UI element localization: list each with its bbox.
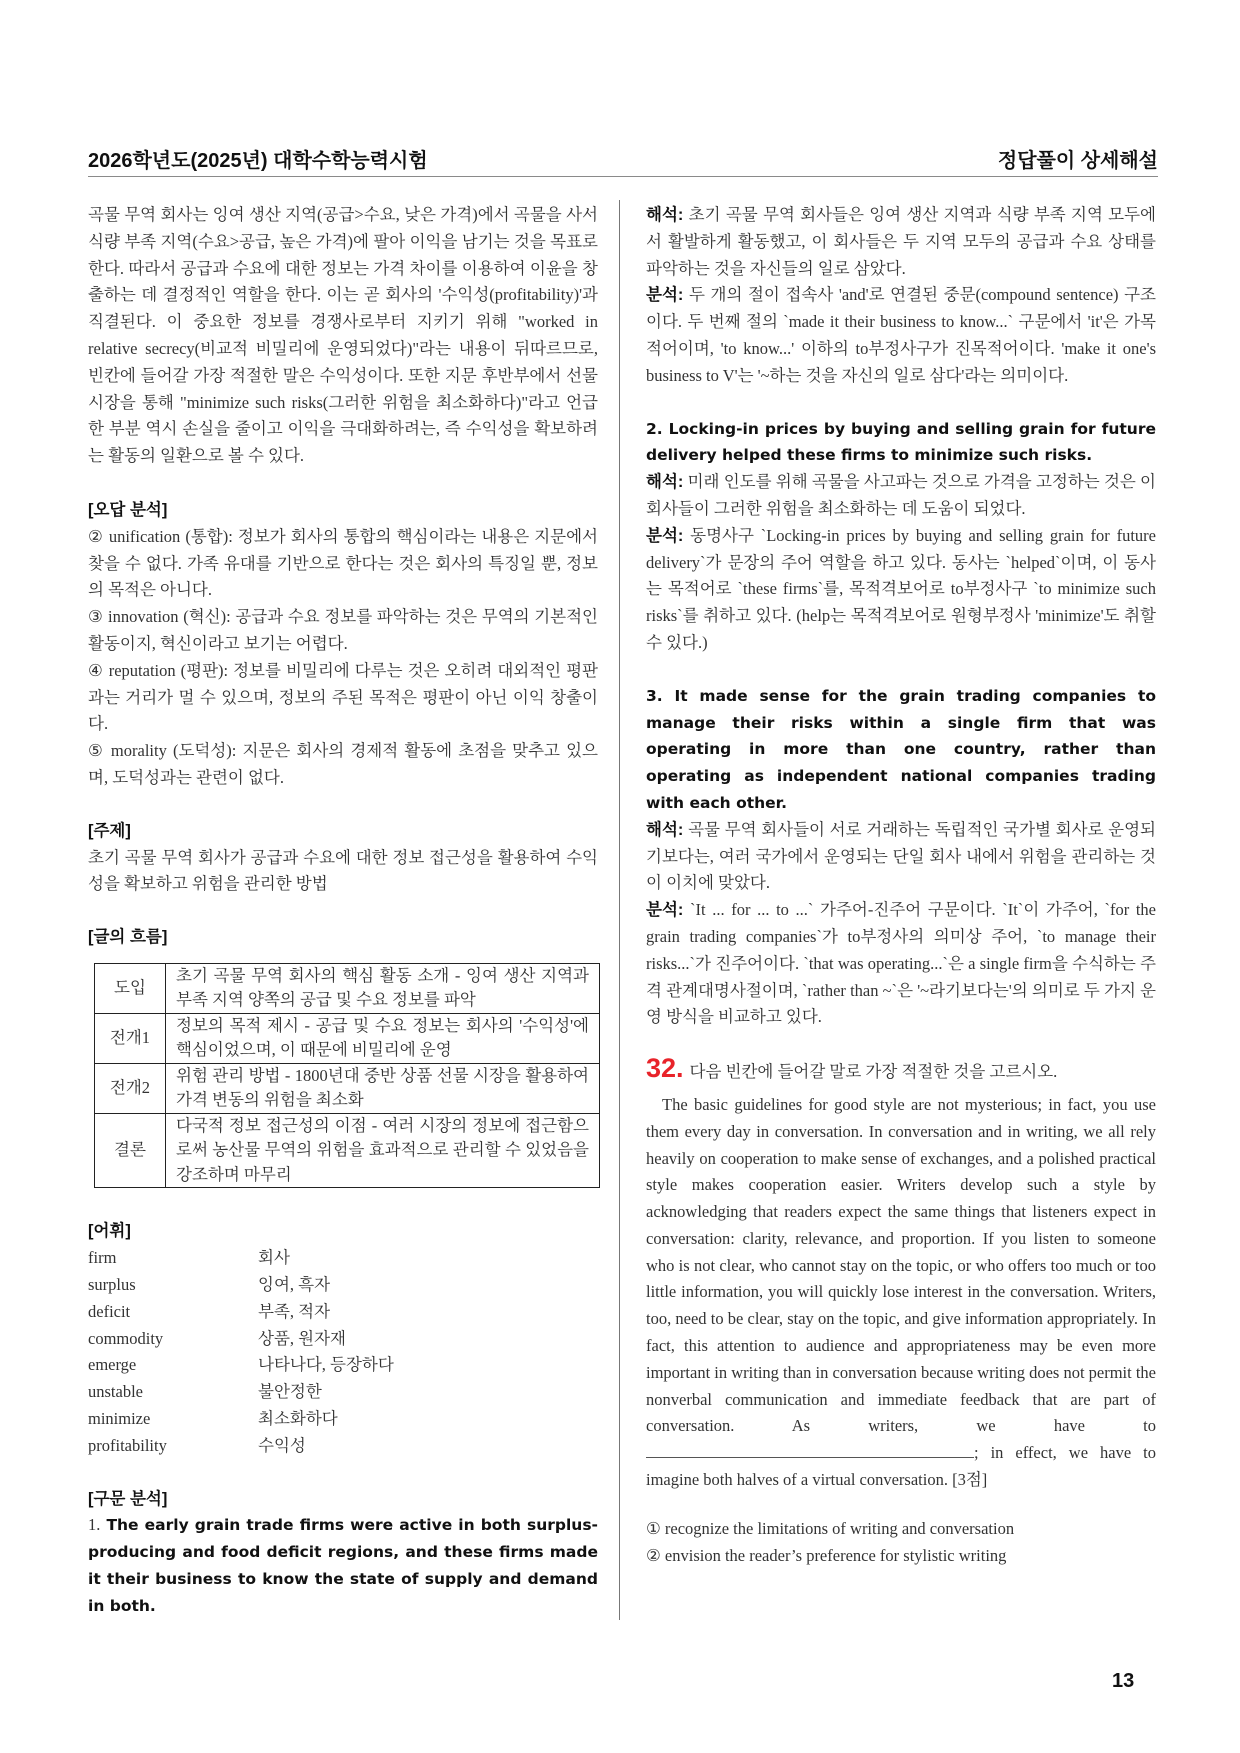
table-row: [95, 1113, 600, 1188]
wrong-analysis-item: ⑤ morality (도덕성): 지문은 회사의 경제적 활동에 초점을 맞추고 있으며, 도덕성과는 관련이 없다.: [88, 741, 598, 787]
flow-desc: 위험 관리 방법 - 1800년대 중반 상품 선물 시장을 활용하여 가격 변동의 위험을 최소화: [166, 1063, 600, 1113]
vocab-word: emerge: [88, 1355, 137, 1375]
flow-stage: 도입: [95, 963, 166, 1013]
page-number: 13: [1112, 1670, 1135, 1692]
translation-label: 해석:: [646, 206, 684, 224]
vocab-meaning: 불안정한: [258, 1382, 322, 1402]
translation-text: 초기 곡물 무역 회사들은 잉여 생산 지역과 식량 부족 지역 모두에서 활발하게 활동했고, 이 회사들은 두 지역 모두의 공급과 수요 상태를 파악하는 것을 자신들의 일로 삼았다.: [646, 205, 1156, 278]
theme-title: [주제]: [88, 821, 131, 840]
vocab-meaning: 회사: [258, 1248, 290, 1268]
translation-label: 해석:: [646, 473, 684, 492]
s2-translation: [646, 469, 1156, 523]
vocab-word: deficit: [88, 1301, 131, 1321]
syntax-sentence-1: [88, 1512, 598, 1619]
flow-stage: 전개1: [95, 1013, 166, 1063]
vocab-meaning: 최소화하다: [258, 1409, 338, 1428]
vocab-word: firm: [88, 1248, 117, 1268]
flow-desc: 다국적 정보 접근성의 이점 - 여러 시장의 정보에 접근함으로써 농산물 무역의 위험을 효과적으로 관리할 수 있었음을 강조하며 마무리: [166, 1113, 600, 1188]
question-number: 32.: [646, 1053, 684, 1084]
vocab-meaning: 수익성: [258, 1435, 306, 1455]
vocab-word: commodity: [88, 1328, 164, 1348]
analysis-label: 분석:: [646, 526, 684, 545]
vocab-meaning: 상품, 원자재: [258, 1328, 346, 1348]
syntax-title: [구문 분석]: [88, 1489, 168, 1508]
analysis-text: `It ... for ... to ...` 가주어-진주어 구문이다. `It`이 가주어, `for the grain trading companies`가 to부정사의 의미상 주어, `to manage their risks...`가 진주어이다. `that was operating...`은 a single firm을 수식하는 주격 관계대명사절이며, `rather than ~`은 '~라기보다는'의 의미로 두 가지 운영 방식을 비교하고 있다.: [646, 900, 1156, 1027]
vocab-item: [88, 1326, 598, 1353]
s3-analysis: [646, 897, 1156, 1031]
sentence-text: The early grain trade firms were active in both surplus-producing and food deficit regions, and these firms made it their business to know the state of supply and demand in both.: [88, 1516, 598, 1615]
s3-translation: [646, 817, 1156, 897]
s2-analysis: [646, 523, 1156, 657]
wrong-analysis-item: ② unification (통합): 정보가 회사의 통합의 핵심이라는 내용은 지문에서 찾을 수 없다. 가족 유대를 기반으로 한다는 것은 회사의 특징일 뿐, 정보의 목적은 아니다.: [88, 526, 598, 600]
vocab-meaning: 나타나다, 등장하다: [258, 1355, 394, 1375]
vocab-word: unstable: [88, 1382, 143, 1402]
answer-blank: [646, 1441, 974, 1458]
vocab-item: [88, 1433, 598, 1460]
wrong-analysis-item: ③ innovation (혁신): 공급과 수요 정보를 파악하는 것은 무역의 기본적인 활동이지, 혁신이라고 보기는 어렵다.: [88, 607, 598, 653]
wrong-analysis-title: [오답 분석]: [88, 500, 168, 519]
flow-stage: 결론: [95, 1113, 166, 1188]
section-subtitle: 정답풀이 상세해설: [997, 150, 1158, 172]
page-header: [88, 140, 1158, 177]
syntax-sentence-3: 3. It made sense for the grain trading companies to manage their risks within a single firm that was operating in more than one country, rather than operating as independent national companies trading with each other.: [646, 686, 1156, 812]
theme-text: 초기 곡물 무역 회사가 공급과 수요에 대한 정보 접근성을 활용하여 수익성을 확보하고 위험을 관리한 방법: [88, 847, 598, 894]
flow-desc: 정보의 목적 제시 - 공급 및 수요 정보는 회사의 '수익성'에 핵심이었으며, 이 때문에 비밀리에 운영: [166, 1013, 600, 1063]
passage-text-after: ; in effect, we have to imagine both halves of a virtual conversation. [3점]: [646, 1443, 1156, 1490]
syntax-sentence-2: 2. Locking-in prices by buying and selling grain for future delivery helped these firms to minimize such risks.: [646, 419, 1156, 465]
table-row: [95, 963, 600, 1013]
vocab-list: [88, 1245, 598, 1459]
wrong-analysis-item: ④ reputation (평판): 정보를 비밀리에 다루는 것은 오히려 대외적인 평판과는 거리가 멀 수 있으며, 정보의 주된 목적은 평판이 아닌 이익 창출이다.: [88, 660, 598, 734]
vocab-title: [어휘]: [88, 1222, 131, 1241]
column-divider: [619, 200, 620, 1620]
vocab-item: [88, 1352, 598, 1379]
analysis-text: 동명사구 `Locking-in prices by buying and selling grain for future delivery`가 문장의 주어 역할을 하고 있다. 동사는 `helped`이며, 이 동사는 목적어로 `these firms`를, 목적격보어로 to부정사구 `to minimize such risks`를 취하고 있다. (help는 목적격보어로 원형부정사 'minimize'도 취할 수 있다.): [646, 525, 1156, 652]
translation-text: 미래 인도를 위해 곡물을 사고파는 것으로 가격을 고정하는 것은 이 회사들이 그러한 위험을 최소화하는 데 도움이 되었다.: [646, 472, 1156, 518]
translation-label: 해석:: [646, 820, 684, 839]
vocab-item: [88, 1272, 598, 1299]
flow-desc: 초기 곡물 무역 회사의 핵심 활동 소개 - 잉여 생산 지역과 부족 지역 양쪽의 공급 및 수요 정보를 파악: [166, 963, 600, 1013]
exam-title: 2026학년도(2025년) 대학수학능력시험: [88, 150, 428, 172]
answer-choices: [646, 1516, 1156, 1570]
vocab-meaning: 잉여, 흑자: [258, 1275, 331, 1295]
vocab-item: [88, 1379, 598, 1406]
s1-analysis: [646, 282, 1156, 389]
vocab-meaning: 부족, 적자: [258, 1301, 331, 1321]
flow-stage: 전개2: [95, 1063, 166, 1113]
vocab-word: minimize: [88, 1409, 151, 1428]
analysis-label: 분석:: [646, 901, 684, 920]
analysis-text: 두 개의 절이 접속사 'and'로 연결된 중문(compound sentence) 구조이다. 두 번째 절의 `made it their business to know...` 구문에서 'it'은 가목적어이며, 'to know...' 이하의 to부정사구가 진목적어이다. 'make it one's business to V'는 '~하는 것을 자신의 일로 삼다'라는 의미이다.: [646, 285, 1156, 385]
choice-1[interactable]: ① recognize the limitations of writing and conversation: [646, 1518, 1015, 1538]
flow-table: [94, 963, 600, 1189]
table-row: [95, 1063, 600, 1113]
vocab-word: profitability: [88, 1435, 167, 1455]
choice-2[interactable]: ② envision the reader’s preference for stylistic writing: [646, 1545, 1007, 1565]
vocab-item: [88, 1406, 598, 1433]
table-row: [95, 1013, 600, 1063]
sentence-number: 1.: [88, 1515, 101, 1535]
question-passage: [646, 1092, 1156, 1494]
explanation-paragraph: 곡물 무역 회사는 잉여 생산 지역(공급>수요, 낮은 가격)에서 곡물을 사서 식량 부족 지역(수요>공급, 높은 가격)에 팔아 이익을 남기는 것을 목표로 한다. 따라서 공급과 수요에 대한 정보는 가격 차이를 이용하여 이윤을 창출하는 데 결정적인 역할을 한다. 이는 곧 회사의 '수익성(profitability)'과 직결된다. 이 중요한 정보를 경쟁사로부터 지키기 위해 "worked in relative secrecy(비교적 비밀리에 운영되었다)"라는 내용이 뒤따르므로, 빈칸에 들어갈 가장 적절한 말은 수익성이다. 또한 지문 후반부에서 선물 시장을 통해 "minimize such risks(그러한 위험을 최소화하다)"라고 언급한 부분 역시 손실을 줄이고 이익을 극대화하려는, 즉 수익성을 확보하려는 활동의 일환으로 볼 수 있다.: [88, 205, 598, 466]
translation-text: 곡물 무역 회사들이 서로 거래하는 독립적인 국가별 회사로 운영되기보다는, 여러 국가에서 운영되는 단일 회사 내에서 위험을 관리하는 것이 이치에 맞았다.: [646, 819, 1156, 893]
vocab-item: [88, 1245, 598, 1272]
question-prompt: 다음 빈칸에 들어갈 말로 가장 적절한 것을 고르시오.: [689, 1062, 1058, 1082]
flow-title: [글의 흐름]: [88, 928, 168, 947]
vocab-item: [88, 1299, 598, 1326]
analysis-label: 분석:: [646, 286, 684, 305]
s1-translation: [646, 202, 1156, 282]
passage-text: The basic guidelines for good style are not mysterious; in fact, you use them every day in conversation. In conversation and in writing, we all rely heavily on cooperation to make sense of exchanges, and a polished practical style makes cooperation easier. Writers develop such a style by acknowledging that readers expect the same things that listeners expect in conversation: clarity, relevance, and proportion. If you listen to someone who is not clear, who cannot stay on the topic, or who offers too much or too little information, you will quickly lose interest in the conversation. Writers, too, need to be clear, stay on the topic, and give information appropriately. In fact, this attention to audience and appropriateness may be even more important in writing than in conversation because writing does not permit the nonverbal communication and immediate feedback that are part of conversation. As writers, we have to: [646, 1094, 1157, 1436]
question-header: [646, 1055, 1156, 1086]
right-column: [646, 202, 1156, 1569]
left-column: [88, 202, 598, 1620]
vocab-word: surplus: [88, 1275, 136, 1295]
